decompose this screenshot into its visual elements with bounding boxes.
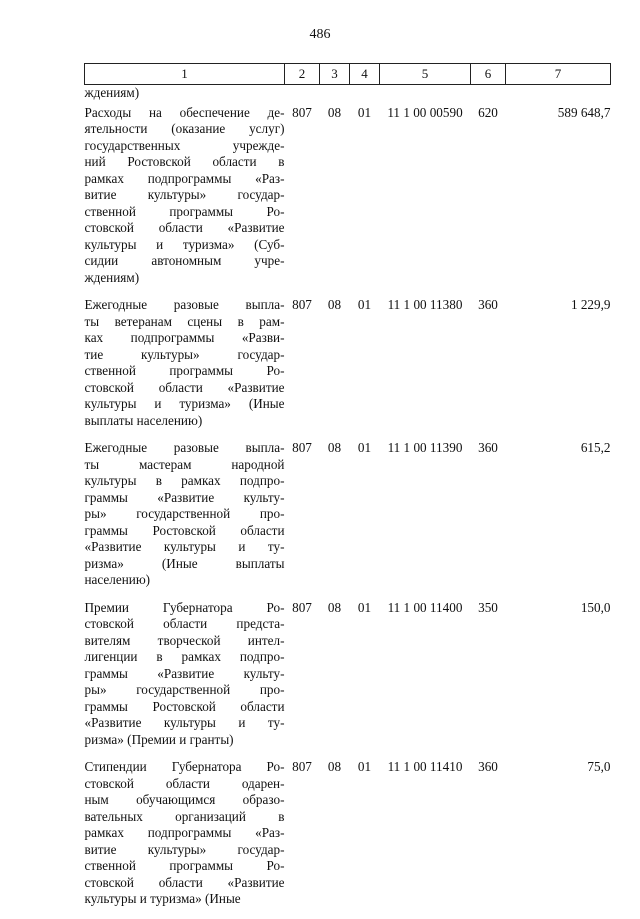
cell-ministry: 807 bbox=[292, 440, 312, 455]
page-number: 486 bbox=[309, 27, 331, 42]
description-line: стовской области одарен- bbox=[84, 775, 285, 791]
table-row bbox=[85, 600, 611, 760]
table-row-continuation bbox=[85, 85, 611, 105]
cell-ministry: 807 bbox=[292, 297, 312, 312]
row-description bbox=[85, 297, 285, 440]
description-line: лигенции в рамках подпро- bbox=[84, 649, 285, 664]
description-line: ты ветеранам сцены в рам- bbox=[84, 313, 285, 329]
cell-target-item: 11 1 00 11410 bbox=[387, 759, 463, 774]
cell-ministry: 807 bbox=[292, 759, 312, 774]
description-line: стовской области «Развитие bbox=[84, 220, 285, 235]
description-line: ты мастерам народной bbox=[84, 456, 285, 472]
description-line: витие культуры» государ- bbox=[84, 187, 285, 202]
column-header-amount: 7 bbox=[506, 64, 611, 85]
description-line: тие культуры» государ- bbox=[84, 346, 285, 362]
description-line: Ежегодные разовые выпла- bbox=[84, 440, 285, 455]
column-header-target-item: 5 bbox=[380, 64, 471, 85]
cell-target-item: 11 1 00 00590 bbox=[387, 104, 463, 120]
description-line: культуры и туризма» (Иные bbox=[84, 891, 241, 906]
cell-subsection: 01 bbox=[357, 599, 372, 615]
table-row bbox=[85, 759, 611, 919]
description-line: Ежегодные разовые выпла- bbox=[84, 297, 285, 312]
cell-subsection: 01 bbox=[357, 759, 372, 774]
cell-section: 08 bbox=[327, 759, 342, 774]
row-description bbox=[85, 600, 285, 760]
description-line: ний Ростовской области в bbox=[84, 154, 285, 169]
description-line: культуры в рамках подпро- bbox=[84, 473, 285, 488]
table-row bbox=[85, 297, 611, 440]
description-line: населению) bbox=[84, 572, 151, 587]
cell-amount: 75,0 bbox=[587, 759, 611, 774]
description-line: ственной программы Ро- bbox=[84, 203, 285, 219]
description-line: рамках подпрограммы «Раз- bbox=[84, 170, 285, 186]
description-line: ризма» (Иные выплаты bbox=[84, 555, 285, 571]
cell-section: 08 bbox=[327, 440, 342, 455]
cell-target-item: 11 1 00 11390 bbox=[387, 440, 463, 455]
description-line: стовской области предста- bbox=[84, 616, 285, 631]
cell-subsection: 01 bbox=[357, 440, 372, 455]
cell-section: 08 bbox=[327, 104, 342, 120]
description-line: ках подпрограммы «Разви- bbox=[84, 330, 285, 345]
cell-amount: 589 648,7 bbox=[557, 104, 611, 120]
column-header-subsection: 4 bbox=[350, 64, 380, 85]
column-header-section: 3 bbox=[320, 64, 350, 85]
row-description bbox=[85, 105, 285, 298]
cell-expense-type: 620 bbox=[478, 104, 498, 120]
cell-section: 08 bbox=[327, 297, 342, 312]
description-line: культуры и туризма» (Иные bbox=[84, 396, 285, 411]
column-header-ministry: 2 bbox=[285, 64, 320, 85]
column-header-expense-type: 6 bbox=[471, 64, 506, 85]
cell-expense-type: 360 bbox=[478, 440, 498, 455]
table-row bbox=[85, 105, 611, 298]
table-row bbox=[85, 440, 611, 600]
description-line: Расходы на обеспечение де- bbox=[84, 104, 285, 120]
cell-expense-type: 360 bbox=[478, 759, 498, 774]
cell-expense-type: 350 bbox=[478, 599, 498, 615]
description-line: ждениям) bbox=[84, 269, 140, 285]
row-description bbox=[85, 759, 285, 919]
table-body bbox=[85, 85, 611, 919]
description-line: ственной программы Ро- bbox=[84, 363, 285, 378]
description-line: ждениям) bbox=[84, 85, 140, 100]
description-line: витие культуры» государ- bbox=[84, 841, 285, 857]
description-line: ственной программы Ро- bbox=[84, 858, 285, 873]
description-line: вательных организаций в bbox=[84, 808, 285, 824]
description-line: граммы «Развитие культу- bbox=[84, 665, 285, 681]
table-header bbox=[85, 64, 611, 85]
cell-ministry: 807 bbox=[292, 104, 312, 120]
column-header-description: 1 bbox=[85, 64, 285, 85]
cell-ministry: 807 bbox=[292, 599, 312, 615]
description-line: граммы Ростовской области bbox=[84, 698, 285, 714]
budget-table bbox=[84, 63, 611, 919]
description-line: ры» государственной про- bbox=[84, 506, 285, 521]
description-line: «Развитие культуры и ту- bbox=[84, 715, 285, 730]
description-line: сидии автономным учре- bbox=[84, 253, 285, 268]
description-line: ным обучающимся образо- bbox=[84, 792, 285, 807]
cell-expense-type: 360 bbox=[478, 297, 498, 312]
cell-amount: 150,0 bbox=[580, 599, 611, 615]
description-line: ятельности (оказание услуг) bbox=[84, 121, 285, 136]
cell-subsection: 01 bbox=[357, 104, 372, 120]
description-line: ры» государственной про- bbox=[84, 682, 285, 697]
description-line: вителям творческой интел- bbox=[84, 632, 285, 648]
cell-target-item: 11 1 00 11380 bbox=[387, 297, 463, 312]
description-line: Стипендии Губернатора Ро- bbox=[84, 759, 285, 774]
description-line: Премии Губернатора Ро- bbox=[84, 599, 285, 615]
row-description bbox=[85, 440, 285, 600]
description-line: граммы «Развитие культу- bbox=[84, 489, 285, 505]
cell-target-item: 11 1 00 11400 bbox=[387, 599, 463, 615]
description-line: «Развитие культуры и ту- bbox=[84, 539, 285, 554]
description-line: государственных учрежде- bbox=[84, 137, 285, 153]
description-line: выплаты населению) bbox=[84, 412, 203, 428]
description-line: стовской области «Развитие bbox=[84, 874, 285, 890]
description-line: граммы Ростовской области bbox=[84, 522, 285, 538]
row-description bbox=[85, 85, 285, 105]
description-line: ризма» (Премии и гранты) bbox=[84, 731, 234, 747]
cell-amount: 615,2 bbox=[580, 440, 611, 455]
cell-amount: 1 229,9 bbox=[570, 297, 611, 312]
description-line: рамках подпрограммы «Раз- bbox=[84, 825, 285, 840]
description-line: стовской области «Развитие bbox=[84, 379, 285, 395]
cell-subsection: 01 bbox=[357, 297, 372, 312]
description-line: культуры и туризма» (Суб- bbox=[84, 236, 285, 252]
cell-section: 08 bbox=[327, 599, 342, 615]
